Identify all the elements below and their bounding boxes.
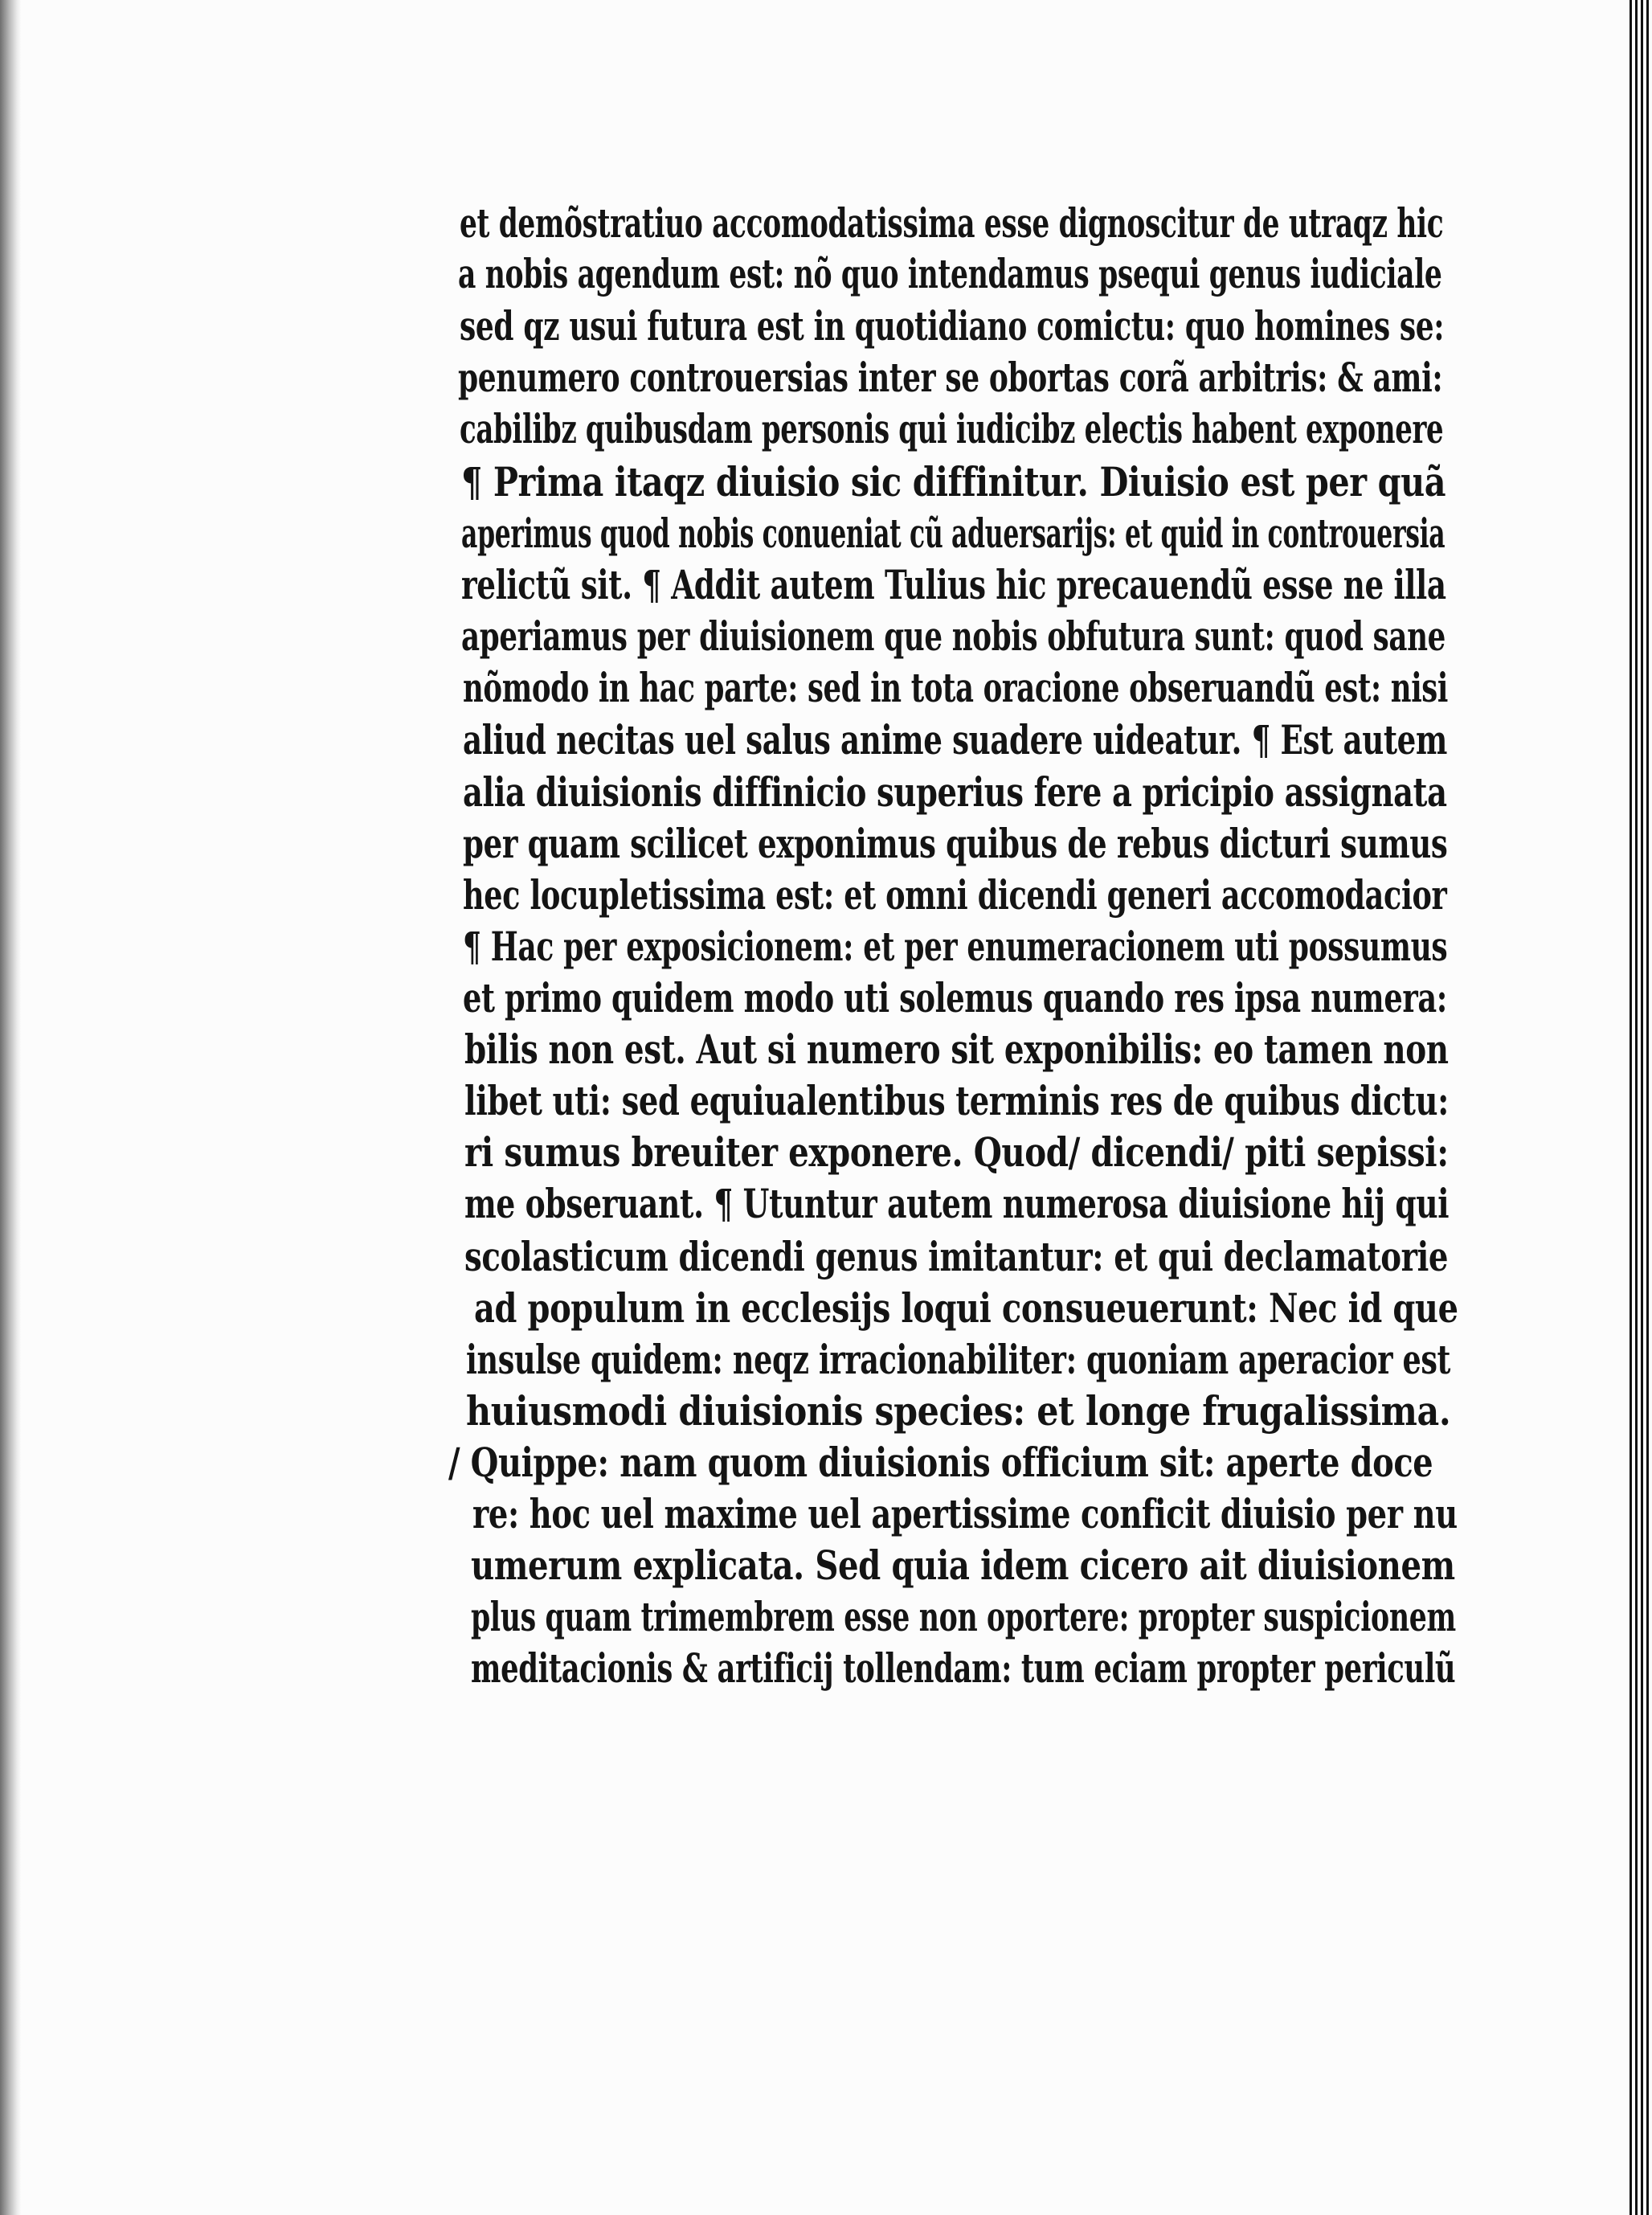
text-line-27: umerum explicata. Sed quia idem cicero ait diuisionem	[471, 1541, 1455, 1589]
text-line-1: et demõstratiuo accomodatissima esse dignoscitur de utraqz hic	[460, 199, 1444, 247]
text-line-13: per quam scilicet exponimus quibus de rebus dicturi sumus	[463, 820, 1448, 867]
text-line-11: aliud necitas uel salus anime suadere uideatur. ¶ Est autem	[463, 716, 1447, 764]
text-line-9: aperiamus per diuisionem que nobis obfutura sunt: quod sane	[461, 612, 1446, 660]
text-line-12: alia diuisionis diffinicio superius fere a pricipio assignata	[463, 768, 1447, 816]
text-block	[448, 199, 1458, 1726]
text-line-23: insulse quidem: neqz irracionabiliter: quoniam aperacior est	[466, 1336, 1451, 1383]
text-line-8: relictũ sit. ¶ Addit autem Tulius hic precauendũ esse ne illa	[461, 561, 1446, 608]
page-gutter-shadow	[0, 0, 21, 2215]
text-line-7: aperimus quod nobis conueniat cũ aduersarijs: et quid in controuersia	[461, 510, 1446, 557]
text-line-6: ¶ Prima itaqz diuisio sic diffinitur. Diuisio est per quã	[461, 458, 1446, 506]
text-line-21: scolasticum dicendi genus imitantur: et qui declamatorie	[464, 1233, 1449, 1280]
text-line-17: bilis non est. Aut si numero sit exponibilis: eo tamen non	[464, 1026, 1449, 1073]
text-line-4: penumero controuersias inter se obortas corã arbitris: & ami:	[458, 354, 1443, 401]
text-line-25: / Quippe: nam quom diuisionis officium sit: aperte doce	[448, 1439, 1433, 1486]
text-line-10: nõmodo in hac parte: sed in tota oracione obseruandũ est: nisi	[463, 664, 1449, 711]
text-line-16: et primo quidem modo uti solemus quando res ipsa numera:	[463, 974, 1447, 1022]
text-line-2: a nobis agendum est: nõ quo intendamus psequi genus iudiciale	[458, 250, 1442, 297]
text-line-24: huiusmodi diuisionis species: et longe frugalissima.	[466, 1387, 1451, 1435]
text-line-22: ad populum in ecclesijs loqui consueuerunt: Nec id que	[474, 1284, 1458, 1332]
text-line-15: ¶ Hac per exposicionem: et per enumeracionem uti possumus	[463, 923, 1448, 970]
text-line-26: re: hoc uel maxime uel apertissime conficit diuisio per nu	[472, 1490, 1458, 1537]
text-line-28: plus quam trimembrem esse non oportere: propter suspicionem	[471, 1593, 1456, 1640]
text-line-14: hec locupletissima est: et omni dicendi generi accomodacior	[463, 871, 1447, 919]
text-line-18: libet uti: sed equiualentibus terminis res de quibus dictu:	[464, 1077, 1449, 1124]
text-line-20: me obseruant. ¶ Utuntur autem numerosa diuisione hij qui	[464, 1180, 1450, 1227]
text-line-19: ri sumus breuiter exponere. Quod/ dicendi/ piti sepissi:	[464, 1128, 1449, 1176]
page-edge-stripes	[1630, 0, 1652, 2215]
text-line-5: cabilibz quibusdam personis qui iudicibz electis habent exponere	[460, 405, 1444, 452]
text-line-3: sed qz usui futura est in quotidiano comictu: quo homines se:	[460, 302, 1445, 350]
text-line-29: meditacionis & artificij tollendam: tum eciam propter periculũ	[471, 1644, 1456, 1692]
